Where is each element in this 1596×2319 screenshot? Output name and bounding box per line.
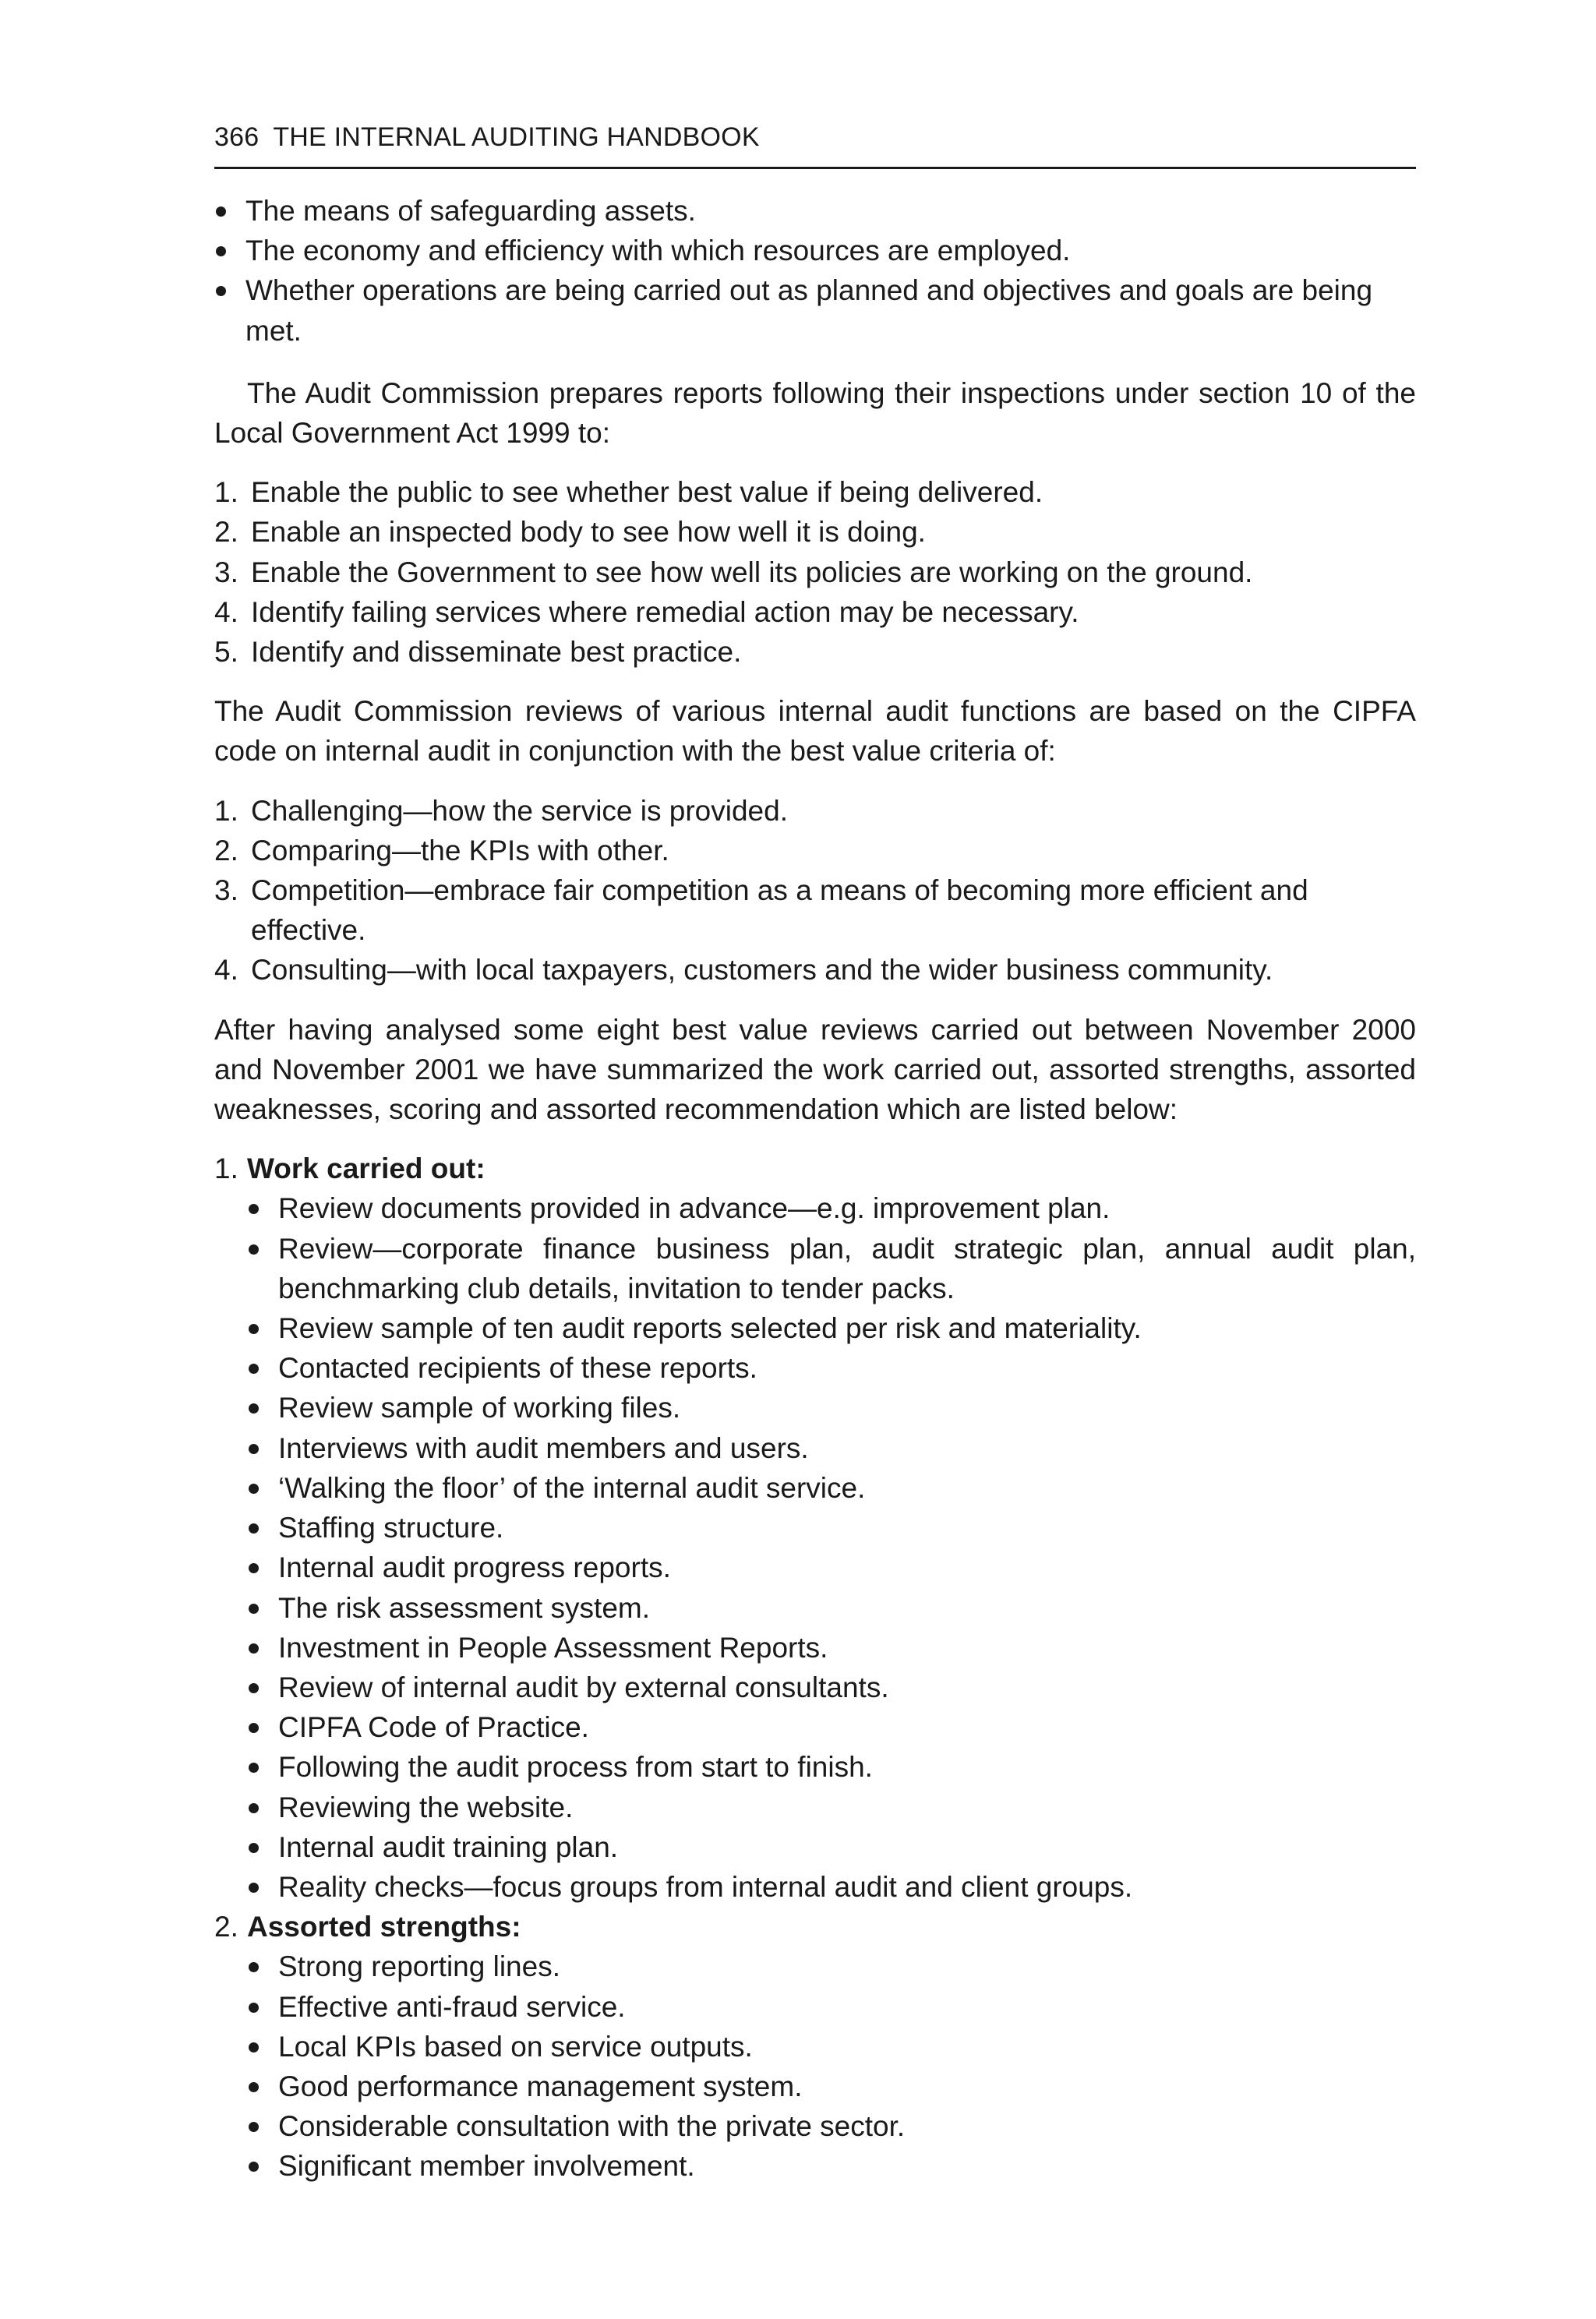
list-item: Review sample of ten audit reports selected per risk and materiality. <box>247 1308 1416 1348</box>
section-work-carried-out <box>214 1149 1416 1907</box>
list-item: Local KPIs based on service outputs. <box>247 2027 1416 2067</box>
work-carried-out-list <box>247 1188 1416 1907</box>
list-item: Investment in People Assessment Reports. <box>247 1628 1416 1668</box>
list-item <box>214 791 1416 831</box>
item-number: 5. <box>214 636 238 669</box>
item-text: Enable an inspected body to see how well it is doing. <box>251 516 926 549</box>
list-item: The economy and efficiency with which resources are employed. <box>214 231 1416 270</box>
list-item: CIPFA Code of Practice. <box>247 1707 1416 1747</box>
list-item <box>214 472 1416 512</box>
list-item: Effective anti-fraud service. <box>247 1987 1416 2027</box>
page-number: 366 <box>214 122 260 152</box>
paragraph-review-analysis: After having analysed some eight best value reviews carried out between November 2000 and November 2001 we have summarized the work carried out, assorted strengths, assorted weaknesses, scoring and assorted recommendation which are listed below: <box>214 1013 1416 1126</box>
list-item <box>214 831 1416 870</box>
list-item: Interviews with audit members and users. <box>247 1428 1416 1468</box>
list-item: Review sample of working files. <box>247 1388 1416 1428</box>
item-number: 4. <box>214 954 238 987</box>
item-text: Identify failing services where remedial action may be necessary. <box>251 595 1079 628</box>
list-item <box>214 632 1416 672</box>
item-text: Consulting—with local taxpayers, customers and the wider business community. <box>251 954 1273 987</box>
item-number: 1. <box>214 794 238 827</box>
list-item: Good performance management system. <box>247 2067 1416 2106</box>
item-number: 2. <box>214 516 238 549</box>
list-item: Internal audit progress reports. <box>247 1548 1416 1587</box>
list-item <box>214 512 1416 552</box>
item-text: Identify and disseminate best practice. <box>251 636 742 669</box>
list-item <box>214 870 1416 950</box>
list-item: Significant member involvement. <box>247 2146 1416 2186</box>
list-item <box>214 592 1416 632</box>
item-text: Comparing—the KPIs with other. <box>251 834 669 867</box>
paragraph-cipfa-reviews: The Audit Commission reviews of various internal audit functions are based on the CIPFA code on internal audit in conjunction with the best value criteria of: <box>214 695 1416 768</box>
list-item: Reviewing the website. <box>247 1788 1416 1827</box>
item-number: 4. <box>214 595 238 628</box>
list-item: Considerable consultation with the private sector. <box>247 2106 1416 2146</box>
section-assorted-strengths <box>214 1907 1416 2186</box>
review-sections-list <box>214 1149 1416 2186</box>
list-item: Strong reporting lines. <box>247 1947 1416 1986</box>
list-item: Review—corporate finance business plan, audit strategic plan, annual audit plan, benchmarking club details, invitation to tender packs. <box>247 1229 1416 1308</box>
numbered-list-report-purposes <box>214 472 1416 672</box>
item-text: Enable the public to see whether best value if being delivered. <box>251 476 1043 509</box>
body-text <box>214 191 1416 2187</box>
list-item: Contacted recipients of these reports. <box>247 1348 1416 1388</box>
list-item: Whether operations are being carried out as planned and objectives and goals are being met. <box>214 270 1416 350</box>
list-item <box>214 552 1416 592</box>
section-number: 2. <box>214 1911 238 1943</box>
list-item: Review of internal audit by external consultants. <box>247 1668 1416 1707</box>
item-number: 3. <box>214 874 238 907</box>
list-item: ‘Walking the floor’ of the internal audit service. <box>247 1468 1416 1508</box>
numbered-list-best-value-criteria <box>214 791 1416 990</box>
list-item: Staffing structure. <box>247 1508 1416 1548</box>
item-number: 3. <box>214 556 238 588</box>
list-item: Following the audit process from start to finish. <box>247 1747 1416 1787</box>
paragraph-inspection-reports: The Audit Commission prepares reports following their inspections under section 10 of the Local Government Act 1999 to: <box>214 376 1416 450</box>
list-item <box>214 950 1416 990</box>
item-number: 2. <box>214 834 238 867</box>
book-title: THE INTERNAL AUDITING HANDBOOK <box>273 122 760 152</box>
list-item: Review documents provided in advance—e.g. improvement plan. <box>247 1188 1416 1228</box>
assorted-strengths-list <box>247 1947 1416 2186</box>
list-item: The risk assessment system. <box>247 1588 1416 1628</box>
item-text: Challenging—how the service is provided. <box>251 794 788 827</box>
item-text: Competition—embrace fair competition as a means of becoming more efficient and effective. <box>251 874 1308 947</box>
top-bullet-list <box>214 191 1416 351</box>
item-number: 1. <box>214 476 238 509</box>
section-title: Assorted strengths: <box>247 1911 521 1943</box>
page <box>214 117 1416 2187</box>
list-item: The means of safeguarding assets. <box>214 191 1416 231</box>
list-item: Internal audit training plan. <box>247 1827 1416 1867</box>
list-item: Reality checks—focus groups from internal audit and client groups. <box>247 1867 1416 1907</box>
section-title: Work carried out: <box>247 1152 486 1185</box>
item-text: Enable the Government to see how well its policies are working on the ground. <box>251 556 1253 588</box>
section-number: 1. <box>214 1152 238 1185</box>
running-head <box>214 117 1416 169</box>
